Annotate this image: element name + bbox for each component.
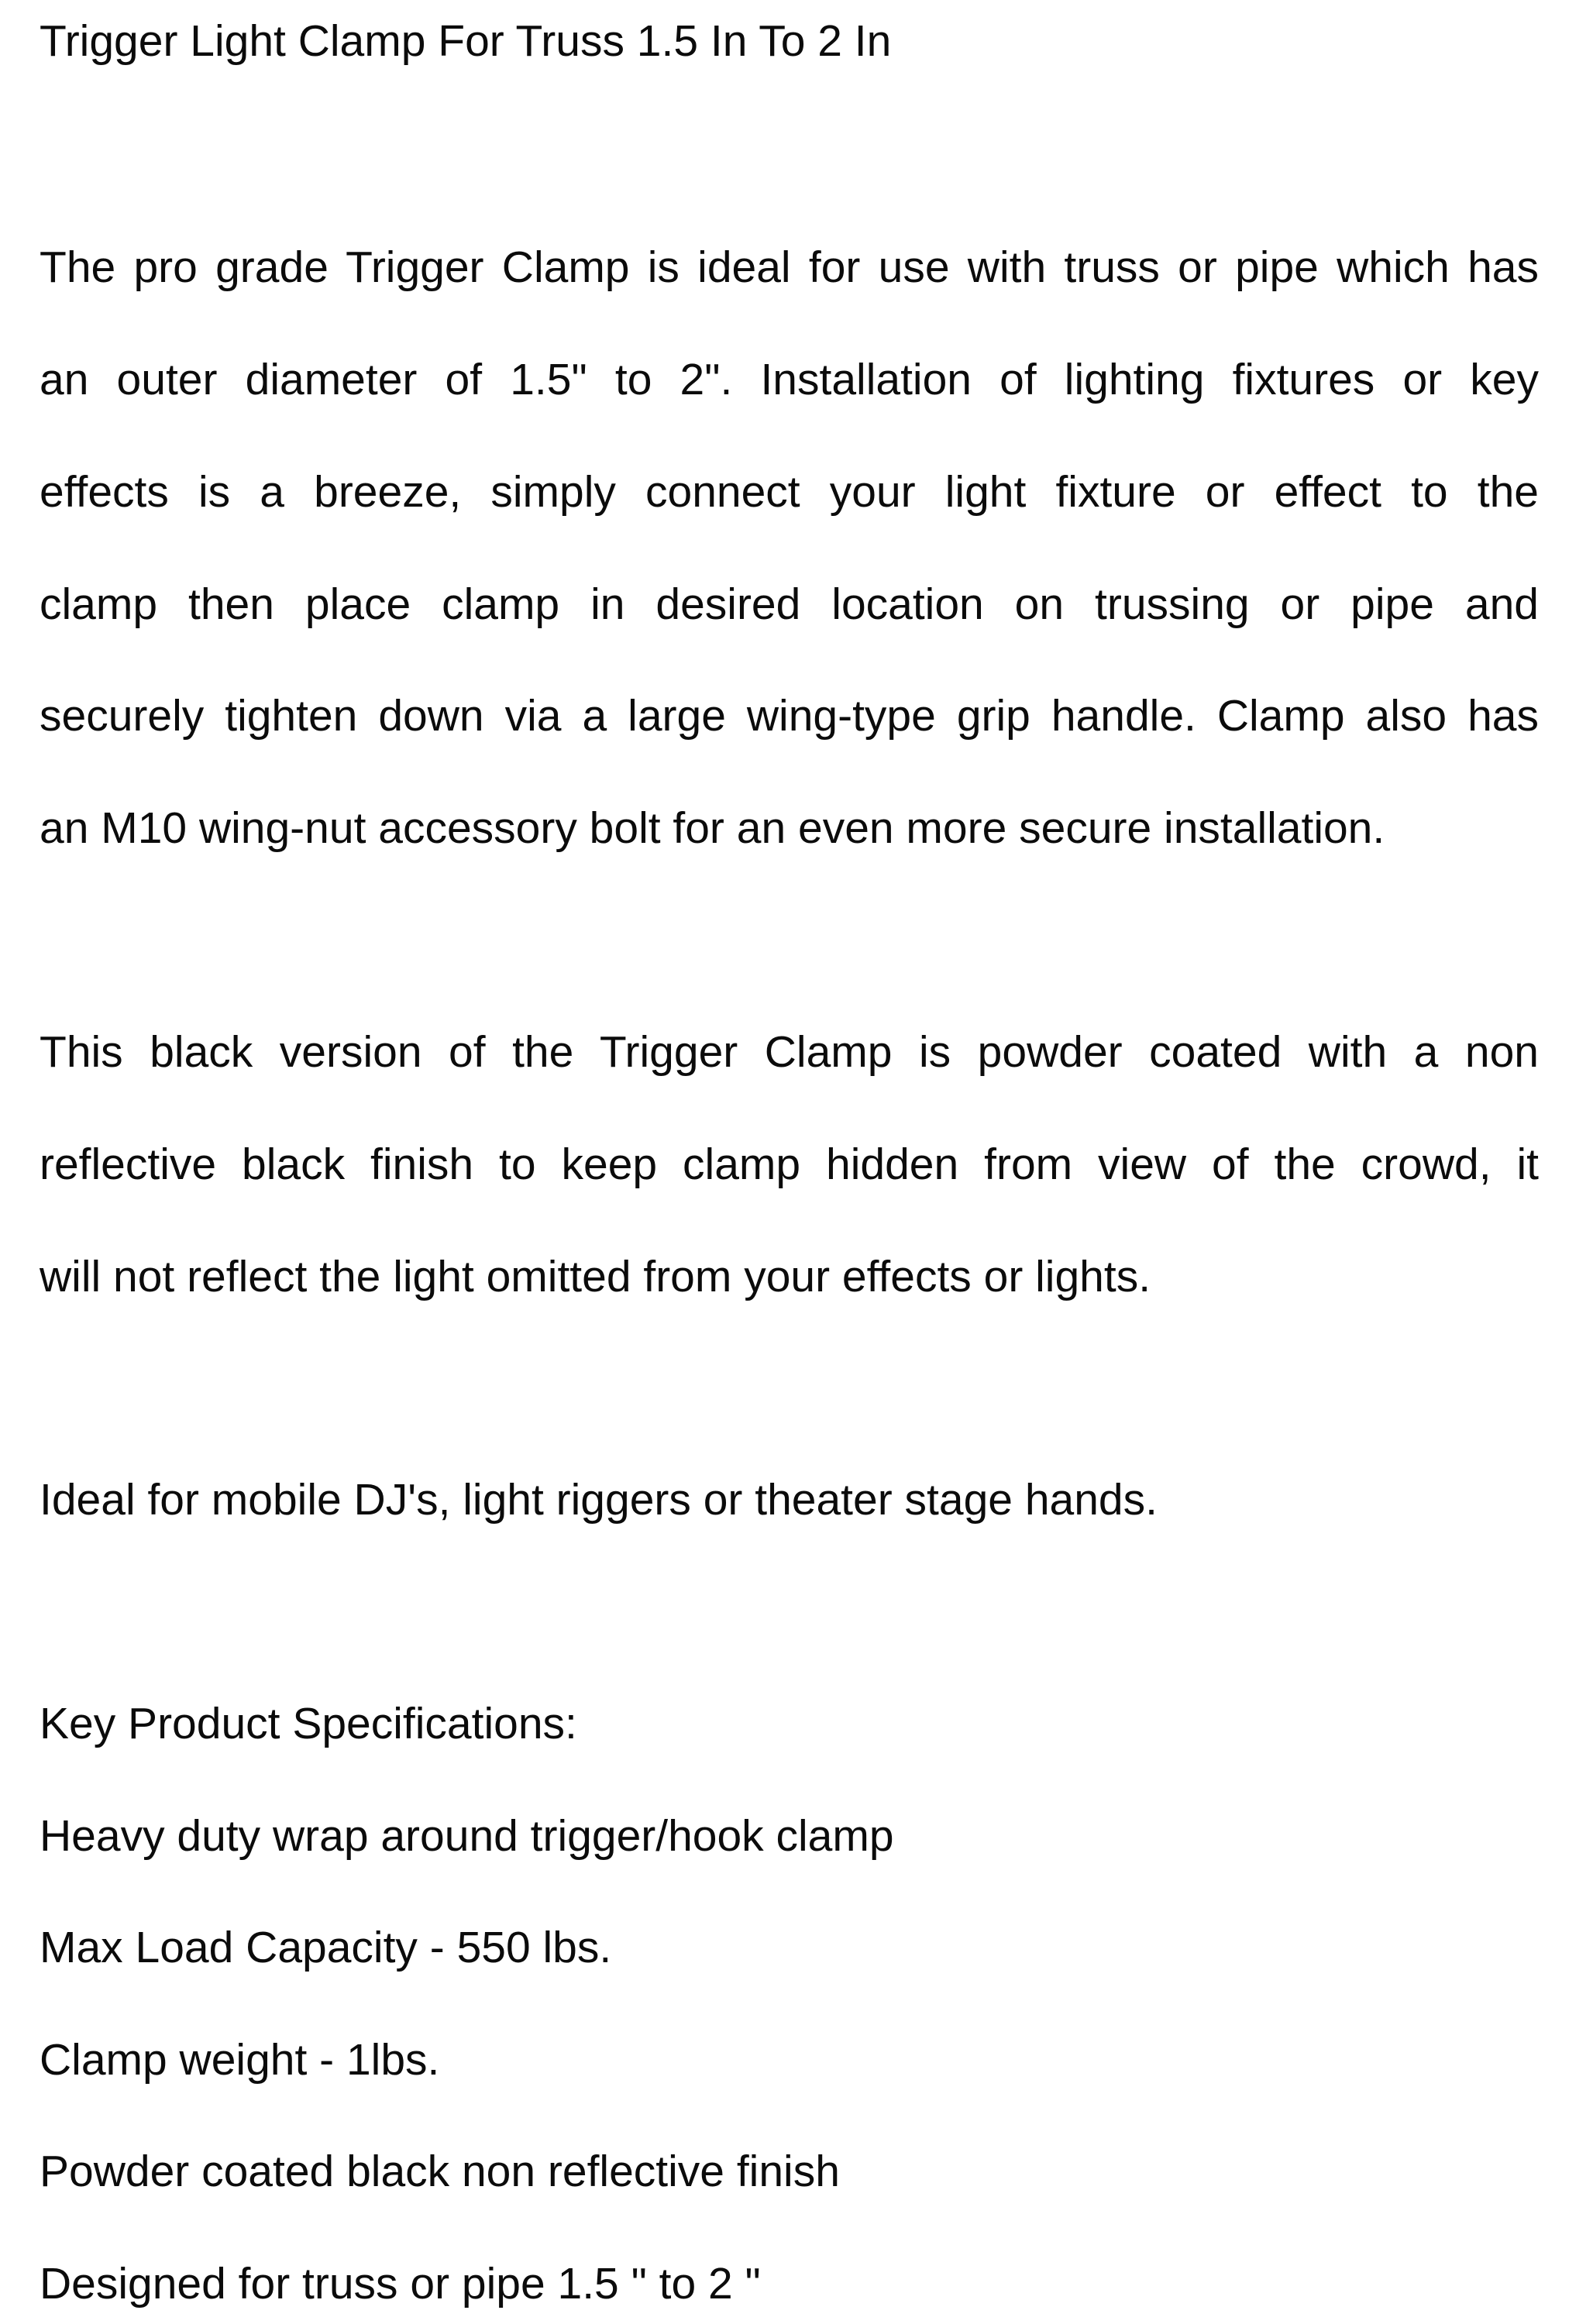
spec-item: Designed for truss or pipe 1.5 " to 2 " [40, 2259, 761, 2309]
paragraph-line: an outer diameter of 1.5" to 2". Installation of lighting fixtures or key [40, 355, 1539, 404]
paragraph-line: effects is a breeze, simply connect your light fixture or effect to the [40, 467, 1539, 517]
paragraph-line: securely tighten down via a large wing-type grip handle. Clamp also has [40, 691, 1539, 741]
document-title: Trigger Light Clamp For Truss 1.5 In To 2 In [40, 16, 892, 66]
paragraph-line: The pro grade Trigger Clamp is ideal for use with truss or pipe which has [40, 242, 1539, 292]
specs-heading: Key Product Specifications: [40, 1699, 577, 1748]
spec-item: Powder coated black non reflective finish [40, 2147, 840, 2196]
spec-item: Max Load Capacity - 550 lbs. [40, 1923, 612, 1972]
spec-item: Clamp weight - 1lbs. [40, 2035, 440, 2085]
paragraph-line: clamp then place clamp in desired location on trussing or pipe and [40, 579, 1539, 629]
paragraph-line: This black version of the Trigger Clamp is powder coated with a non [40, 1027, 1539, 1077]
description-paragraph-3: Ideal for mobile DJ's, light riggers or theater stage hands. [40, 1475, 1158, 1525]
paragraph-line: an M10 wing-nut accessory bolt for an even more secure installation. [40, 803, 1385, 853]
paragraph-line: will not reflect the light omitted from your effects or lights. [40, 1252, 1151, 1301]
paragraph-line: reflective black finish to keep clamp hidden from view of the crowd, it [40, 1140, 1539, 1189]
spec-item: Heavy duty wrap around trigger/hook clamp [40, 1811, 894, 1861]
